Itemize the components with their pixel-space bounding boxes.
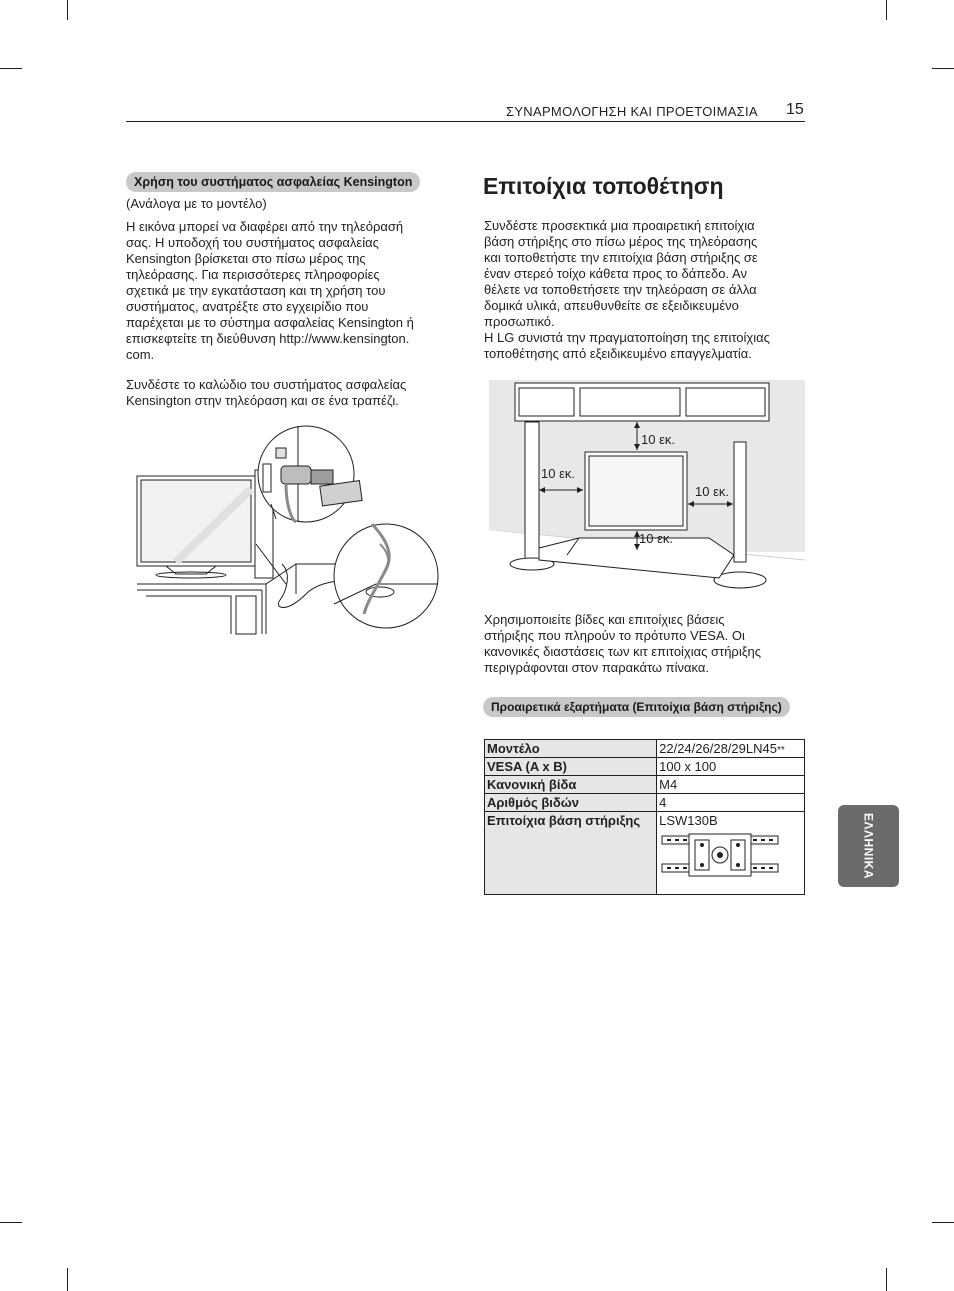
table-row [485,812,805,895]
spec-value [657,812,805,895]
crop-mark [932,68,954,69]
clearance-bottom-label: 10 εκ. [639,531,673,546]
kensington-paragraph [126,219,456,363]
text-line: κανονικές διαστάσεις των κιτ επιτοίχιας στήριξης [484,644,762,659]
header-rule [126,121,805,122]
text-line: σχετικά με την εγκατάσταση και τη χρήση του [126,283,386,298]
spec-value: 100 x 100 [657,758,805,776]
clearance-left-label: 10 εκ. [541,466,575,481]
crop-mark [886,0,887,20]
crop-mark [0,1222,22,1223]
table-row [485,740,805,758]
text-line: Kensington βρίσκεται στο πίσω μέρος της [126,251,366,266]
text-line: Η εικόνα μπορεί να διαφέρει από την τηλεόρασή [126,219,404,234]
text-line: σας. Η υποδοχή του συστήματος ασφαλείας [126,235,379,250]
table-row [485,794,805,812]
text-line: περιγράφονται στον παρακάτω πίνακα. [484,660,710,675]
wall-mount-spec-table [484,739,805,895]
text-line: επισκεφτείτε τη διεύθυνση http://www.kensington. [126,331,410,346]
text-line: δομικά υλικά, απευθυνθείτε σε εξειδικευμένο [484,298,739,313]
text-line: θέλετε να τοποθετήσετε την τηλεόραση σε άλλα [484,282,757,297]
spec-label: Επιτοίχια βάση στήριξης [485,812,657,895]
spec-label: Μοντέλο [485,740,657,758]
page-title: Επιτοίχια τοποθέτηση [483,173,724,199]
text-line: βάση στήριξης στο πίσω μέρος της τηλεόρασης [484,234,758,249]
wall-mount-intro [484,218,814,362]
text-line: Η LG συνιστά την πραγματοποίηση της επιτοίχιας [484,330,770,345]
kensington-section-heading: Χρήση του συστήματος ασφαλείας Kensington [126,172,420,192]
model-note: (Ανάλογα με το μοντέλο) [126,196,267,211]
spec-label: VESA (A x B) [485,758,657,776]
wall-clearance-illustration [489,380,805,592]
text-line: συστήματος, ανατρέξτε στο εγχειρίδιο που [126,299,369,314]
clearance-top-label: 10 εκ. [641,432,675,447]
clearance-right-label: 10 εκ. [695,484,729,499]
crop-mark [932,1222,954,1223]
text-line: Συνδέστε το καλώδιο του συστήματος ασφαλείας [126,377,407,392]
kensington-illustration [136,424,440,638]
text-line: Συνδέστε προσεκτικά μια προαιρετική επιτοίχια [484,218,755,233]
crop-mark [886,1268,887,1291]
text-line: com. [126,347,155,362]
text-line: Kensington στην τηλεόραση και σε ένα τραπέζι. [126,393,399,408]
spec-label: Αριθμός βιδών [485,794,657,812]
wall-bracket-image [661,832,779,878]
crop-mark [67,1268,68,1291]
text-line: προσωπικό. [484,314,555,329]
crop-mark [0,68,22,69]
section-title: ΣΥΝΑΡΜΟΛΟΓΗΣΗ ΚΑΙ ΠΡΟΕΤΟΙΜΑΣΙΑ [506,104,758,119]
text-line: και τοποθετήστε την επιτοίχια βάση στήριξης σε [484,250,758,265]
bracket-model: LSW130B [659,813,718,828]
spec-label: Κανονική βίδα [485,776,657,794]
text-line: Χρησιμοποιείτε βίδες και επιτοίχιες βάσεις [484,612,725,627]
optional-accessories-heading: Προαιρετικά εξαρτήματα (Επιτοίχια βάση στήριξης) [483,697,790,717]
table-row [485,776,805,794]
table-row [485,758,805,776]
text-line: παρέχεται με το σύστημα ασφαλείας Kensington ή [126,315,414,330]
text-line: στήριξης που πληρούν το πρότυπο VESA. Οι [484,628,745,643]
spec-value: M4 [657,776,805,794]
text-line: τηλεόρασης. Για περισσότερες πληροφορίες [126,267,380,282]
text-line: έναν στερεό τοίχο κάθετα προς το δάπεδο. Αν [484,266,747,281]
spec-value: 22/24/26/28/29LN45** [657,740,805,758]
page-number: 15 [786,101,804,118]
spec-value: 4 [657,794,805,812]
language-tab [838,805,899,887]
text-line: τοποθέτησης από εξειδικευμένο επαγγελματία. [484,346,752,361]
kensington-connect-paragraph [126,377,456,409]
wall-mount-diagram [489,380,805,592]
vesa-paragraph [484,612,814,676]
language-tab-label: ΕΛΛΗΝΙΚΑ [861,812,876,879]
crop-mark [67,0,68,20]
